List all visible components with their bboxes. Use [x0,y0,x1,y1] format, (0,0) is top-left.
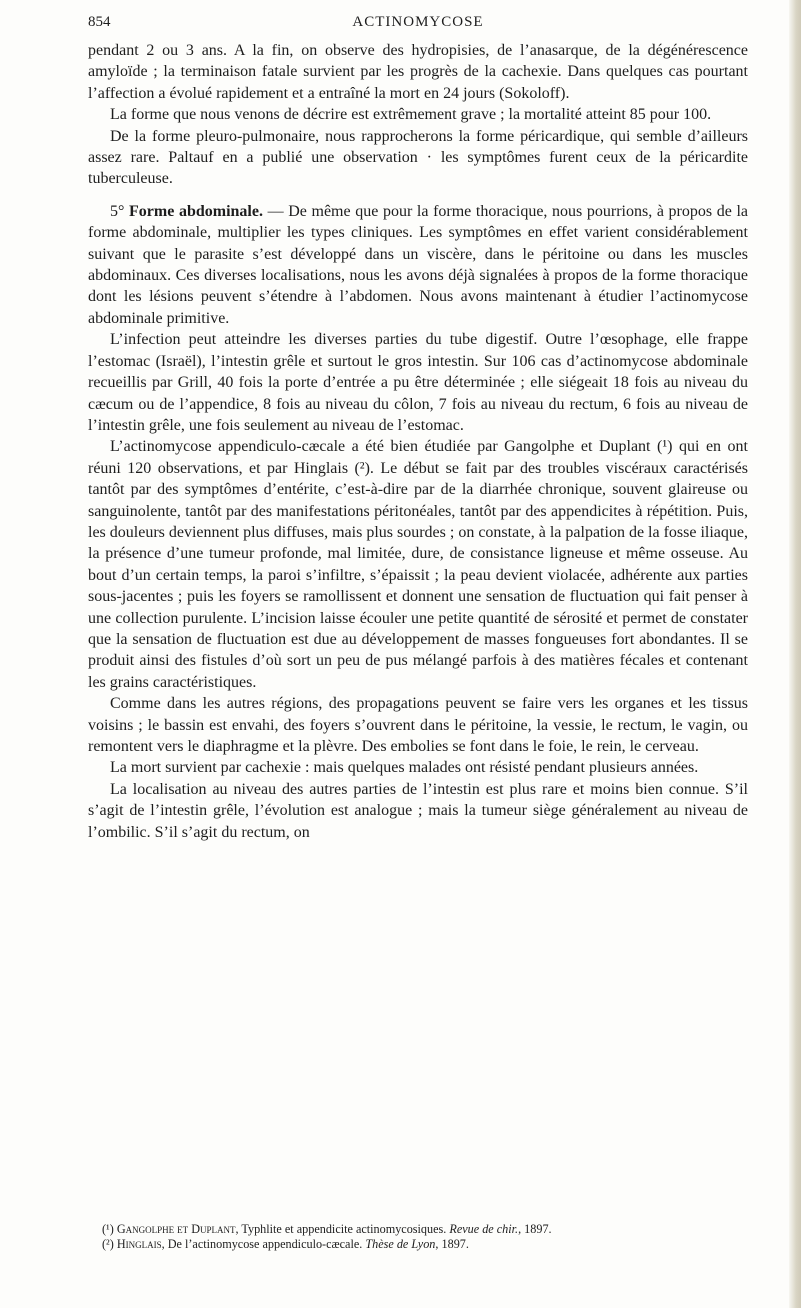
section-intro: — De même que pour la forme thoracique, nous pourrions, à propos de la forme abdominale, multiplier les types cliniques. Les symptômes en effet varient considérablement suivant que le parasite s’est développé dans un viscère, dans le péritoine ou dans les muscles abdominaux. Ces diverses localisations, nous les avons déjà signalées à propos de la forme thoracique dont les lésions peuvent s’étendre à l’abdomen. Nous avons maintenant à étudier l’actinomycose abdominale primitive. [88,202,749,327]
footnote-mark: (²) [102,1237,114,1251]
paragraph: De la forme pleuro-pulmonaire, nous rapprocherons la forme péricardique, qui semble d’ailleurs assez rare. Paltauf en a publié une observation · les symptômes furent ceux de la péricardite tuberculeuse. [88,127,748,188]
paragraph: L’infection peut atteindre les diverses parties du tube digestif. Outre l’œsophage, elle frappe l’estomac (Israël), l’intestin grêle et surtout le gros intestin. Sur 106 cas d’actinomycose abdominale recueillis par Grill, 40 fois la porte d’entrée a pu être déterminée ; elle siégeait 18 fois au niveau du cæcum ou de l’appendice, 8 fois au niveau du côlon, 7 fois au niveau du rectum, 6 fois au niveau de l’intestin grêle, une fois seulement au niveau de l’estomac. [88,331,748,434]
footnotes [102,1222,748,1252]
section-abdominale [88,201,748,329]
page-edge-shadow [789,0,801,1308]
footnote-author: Hinglais [116,1237,162,1251]
footnote-mark: (¹) [102,1222,114,1236]
section-heading: Forme abdominale. [129,202,263,220]
body-text [88,40,748,843]
paragraph: La forme que nous venons de décrire est extrêmement grave ; la mortalité atteint 85 pour 100. [110,106,712,124]
footnote-tail: , 1897. [435,1237,469,1251]
paragraph: La localisation au niveau des autres parties de l’intestin est plus rare et moins bien connue. S’il s’agit de l’intestin grêle, l’évolution est analogue ; mais la tumeur siège généralement au niveau de l’ombilic. S’il s’agit du rectum, on [88,780,748,841]
footnote-2 [102,1237,748,1252]
footnote-tail: , 1897. [518,1222,552,1236]
running-title: ACTINOMYCOSE [352,14,484,30]
footnote-source: Thèse de Lyon [365,1237,436,1251]
paragraph: Comme dans les autres régions, des propagations peuvent se faire vers les organes et les tissus voisins ; le bassin est envahi, des foyers s’ouvrent dans le péritoine, la vessie, le rectum, le vagin, ou remontent vers le diaphragme et la plèvre. Des embolies se font dans le foie, le rein, le cerveau. [88,695,748,755]
footnote-source: Revue de chir. [449,1222,519,1236]
footnote-text: , De l’actinomycose appendiculo-cæcale. [161,1237,366,1251]
paragraph: La mort survient par cachexie : mais quelques malades ont résisté pendant plusieurs années. [110,759,699,777]
footnote-text: , Typhlite et appendicite actinomycosiques. [235,1222,450,1236]
section-number: 5° [110,202,125,220]
paragraph: L’actinomycose appendiculo-cæcale a été bien étudiée par Gangolphe et Duplant (¹) qui en ont réuni 120 observations, et par Hinglais (²). Le début se fait par des troubles viscéraux caractérisés tantôt par des symptômes d’entérite, c’est-à-dire par de la diarrhée chronique, souvent glaireuse ou sanguinolente, tantôt par des manifestations péritonéales, tantôt par des appendicites à répétition. Puis, les douleurs deviennent plus diffuses, mais plus sourdes ; on constate, à la palpation de la fosse iliaque, la présence d’une tumeur profonde, mal limitée, dure, de consistance ligneuse et même osseuse. Au bout d’un certain temps, la paroi s’infiltre, s’épaissit ; la peau devient violacée, adhérente aux parties sous-jacentes ; puis les foyers se ramollissent et donnent une sensation de fluctuation qui fait penser à une collection purulente. L’incision laisse écouler une petite quantité de sérosité et permet de constater que la sensation de fluctuation est due au développement de masses fongueuses fort abondantes. Il se produit ainsi des fistules d’où sort un peu de pus mélangé parfois à des matières fécales et contenant les grains caractéristiques. [88,438,749,691]
footnote-author: Gangolphe et Duplant [116,1222,236,1236]
paragraph: pendant 2 ou 3 ans. A la fin, on observe des hydropisies, de l’anasarque, de la dégénérescence amyloïde ; la terminaison fatale survient par les progrès de la cachexie. Dans quelques cas pourtant l’affection a évolué rapidement et a entraîné la mort en 24 jours (Sokoloff). [88,42,748,102]
page-number: 854 [88,14,111,30]
footnote-1 [102,1222,748,1237]
